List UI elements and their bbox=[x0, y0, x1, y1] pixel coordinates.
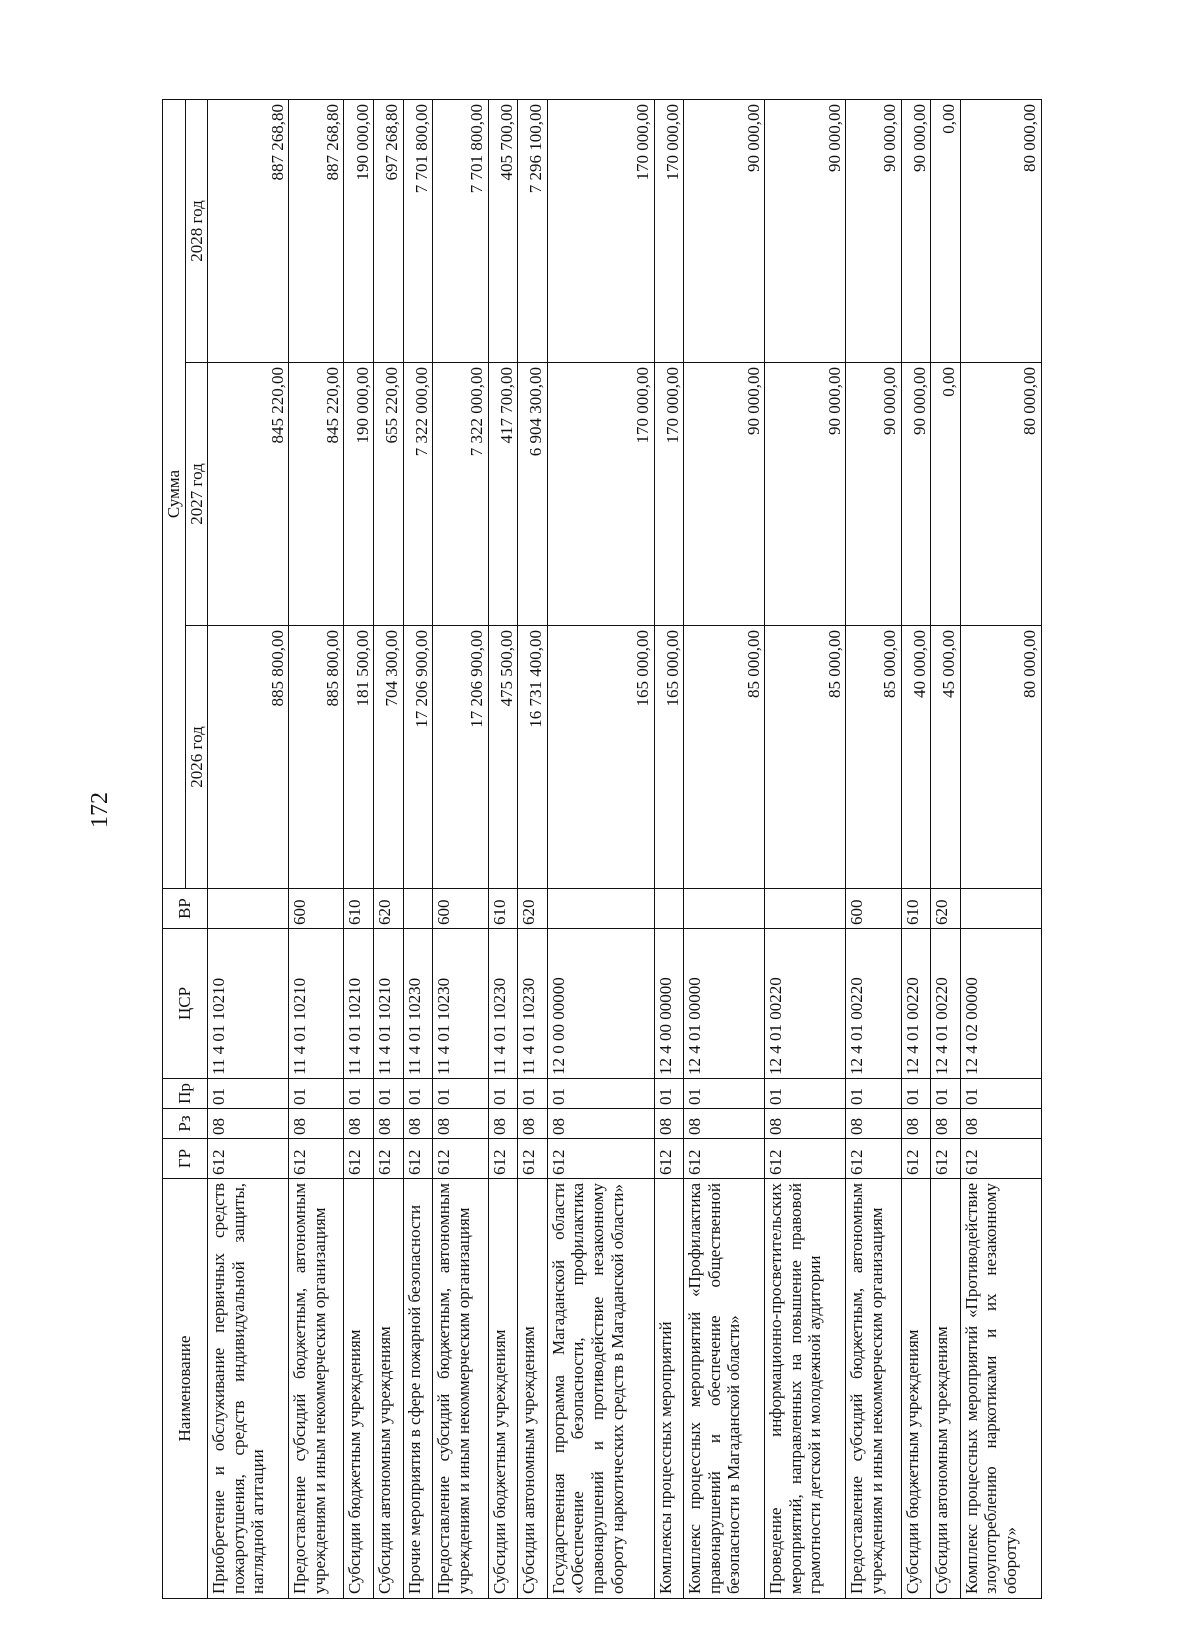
row-amount-2026: 80 000,00 bbox=[960, 626, 1041, 889]
row-csr: 11 4 01 10210 bbox=[208, 929, 289, 1079]
row-gr: 612 bbox=[846, 1139, 901, 1179]
header-2027: 2027 год bbox=[185, 363, 208, 626]
row-vr bbox=[547, 889, 654, 929]
row-name: Субсидии бюджетным учреждениям bbox=[488, 1179, 518, 1599]
row-name: Субсидии автономным учреждениям bbox=[931, 1179, 961, 1599]
row-pr: 01 bbox=[765, 1079, 846, 1109]
row-csr: 12 4 02 00000 bbox=[960, 929, 1041, 1079]
row-amount-2027: 90 000,00 bbox=[901, 363, 931, 626]
row-amount-2027: 417 700,00 bbox=[488, 363, 518, 626]
row-name: Приобретение и обслуживание первичных средств пожаротушения, средств индивидуальной защиты, наглядной агитации bbox=[208, 1179, 289, 1599]
row-vr: 600 bbox=[846, 889, 901, 929]
row-gr: 612 bbox=[901, 1139, 931, 1179]
row-pr: 01 bbox=[547, 1079, 654, 1109]
row-amount-2027: 90 000,00 bbox=[684, 363, 765, 626]
row-pr: 01 bbox=[654, 1079, 684, 1109]
row-rz: 08 bbox=[374, 1109, 404, 1139]
row-name: Проведение информационно-просветительских мероприятий, направленных на повышение правовой грамотности детской и молодежной аудитории bbox=[765, 1179, 846, 1599]
row-rz: 08 bbox=[518, 1109, 548, 1139]
row-amount-2026: 17 206 900,00 bbox=[403, 626, 433, 889]
row-rz: 08 bbox=[901, 1109, 931, 1139]
row-amount-2027: 170 000,00 bbox=[654, 363, 684, 626]
row-rz: 08 bbox=[931, 1109, 961, 1139]
row-vr bbox=[403, 889, 433, 929]
row-amount-2028: 7 296 100,00 bbox=[518, 100, 548, 363]
header-vr: ВР bbox=[163, 889, 208, 929]
row-vr bbox=[765, 889, 846, 929]
row-amount-2027: 90 000,00 bbox=[765, 363, 846, 626]
row-name: Государственная программа Магаданской области «Обеспечение безопасности, профилактика правонарушений и противодействие незаконному обороту наркотических средств в Магаданской области» bbox=[547, 1179, 654, 1599]
row-csr: 11 4 01 10230 bbox=[518, 929, 548, 1079]
row-pr: 01 bbox=[374, 1079, 404, 1109]
row-amount-2026: 181 500,00 bbox=[344, 626, 374, 889]
row-amount-2027: 190 000,00 bbox=[344, 363, 374, 626]
row-csr: 11 4 01 10210 bbox=[374, 929, 404, 1079]
row-amount-2028: 190 000,00 bbox=[344, 100, 374, 363]
row-pr: 01 bbox=[344, 1079, 374, 1109]
row-pr: 01 bbox=[208, 1079, 289, 1109]
table-row bbox=[654, 100, 684, 1599]
table-row bbox=[403, 100, 433, 1599]
row-vr: 610 bbox=[344, 889, 374, 929]
row-name: Комплексы процессных мероприятий bbox=[654, 1179, 684, 1599]
row-amount-2028: 80 000,00 bbox=[960, 100, 1041, 363]
row-amount-2026: 85 000,00 bbox=[846, 626, 901, 889]
row-pr: 01 bbox=[684, 1079, 765, 1109]
row-rz: 08 bbox=[488, 1109, 518, 1139]
table-row bbox=[433, 100, 488, 1599]
row-gr: 612 bbox=[960, 1139, 1041, 1179]
row-name: Субсидии бюджетным учреждениям bbox=[901, 1179, 931, 1599]
row-rz: 08 bbox=[208, 1109, 289, 1139]
row-rz: 08 bbox=[684, 1109, 765, 1139]
row-gr: 612 bbox=[344, 1139, 374, 1179]
table-row bbox=[846, 100, 901, 1599]
row-amount-2027: 655 220,00 bbox=[374, 363, 404, 626]
table-body bbox=[208, 100, 1042, 1599]
row-csr: 12 4 01 00000 bbox=[684, 929, 765, 1079]
row-name: Предоставление субсидий бюджетным, автономным учреждениям и иным некоммерческим организациям bbox=[846, 1179, 901, 1599]
row-rz: 08 bbox=[654, 1109, 684, 1139]
row-amount-2028: 887 268,80 bbox=[289, 100, 344, 363]
row-pr: 01 bbox=[289, 1079, 344, 1109]
header-2026: 2026 год bbox=[185, 626, 208, 889]
table-row bbox=[547, 100, 654, 1599]
row-pr: 01 bbox=[403, 1079, 433, 1109]
table-row bbox=[488, 100, 518, 1599]
row-gr: 612 bbox=[208, 1139, 289, 1179]
row-name: Комплекс процессных мероприятий «Профилактика правонарушений и обеспечение общественной безопасности в Магаданской области» bbox=[684, 1179, 765, 1599]
row-amount-2026: 165 000,00 bbox=[547, 626, 654, 889]
row-amount-2027: 845 220,00 bbox=[289, 363, 344, 626]
row-vr bbox=[960, 889, 1041, 929]
row-gr: 612 bbox=[931, 1139, 961, 1179]
row-amount-2028: 90 000,00 bbox=[901, 100, 931, 363]
row-rz: 08 bbox=[289, 1109, 344, 1139]
row-pr: 01 bbox=[960, 1079, 1041, 1109]
row-vr: 600 bbox=[433, 889, 488, 929]
row-vr bbox=[684, 889, 765, 929]
row-gr: 612 bbox=[433, 1139, 488, 1179]
row-csr: 11 4 01 10210 bbox=[289, 929, 344, 1079]
header-sum: Сумма bbox=[163, 100, 186, 889]
row-amount-2027: 6 904 300,00 bbox=[518, 363, 548, 626]
row-csr: 11 4 01 10230 bbox=[433, 929, 488, 1079]
row-amount-2026: 165 000,00 bbox=[654, 626, 684, 889]
row-vr: 620 bbox=[374, 889, 404, 929]
row-vr bbox=[208, 889, 289, 929]
row-gr: 612 bbox=[403, 1139, 433, 1179]
row-csr: 12 4 01 00220 bbox=[901, 929, 931, 1079]
row-vr: 610 bbox=[488, 889, 518, 929]
row-amount-2027: 0,00 bbox=[931, 363, 961, 626]
row-name: Предоставление субсидий бюджетным, автономным учреждениям и иным некоммерческим организациям bbox=[433, 1179, 488, 1599]
row-gr: 612 bbox=[765, 1139, 846, 1179]
row-gr: 612 bbox=[289, 1139, 344, 1179]
row-amount-2027: 7 322 000,00 bbox=[403, 363, 433, 626]
table-row bbox=[289, 100, 344, 1599]
header-pr: Пр bbox=[163, 1079, 208, 1109]
row-gr: 612 bbox=[654, 1139, 684, 1179]
row-amount-2028: 887 268,80 bbox=[208, 100, 289, 363]
table-row bbox=[684, 100, 765, 1599]
row-amount-2026: 885 800,00 bbox=[289, 626, 344, 889]
row-csr: 12 4 01 00220 bbox=[931, 929, 961, 1079]
header-2028: 2028 год bbox=[185, 100, 208, 363]
row-amount-2027: 80 000,00 bbox=[960, 363, 1041, 626]
table-row bbox=[960, 100, 1041, 1599]
row-rz: 08 bbox=[547, 1109, 654, 1139]
header-name: Наименование bbox=[163, 1179, 208, 1599]
row-amount-2026: 40 000,00 bbox=[901, 626, 931, 889]
row-amount-2026: 85 000,00 bbox=[684, 626, 765, 889]
header-csr: ЦСР bbox=[163, 929, 208, 1079]
row-csr: 12 0 00 00000 bbox=[547, 929, 654, 1079]
row-amount-2028: 7 701 800,00 bbox=[403, 100, 433, 363]
budget-table bbox=[162, 99, 1042, 1599]
row-amount-2026: 16 731 400,00 bbox=[518, 626, 548, 889]
row-gr: 612 bbox=[488, 1139, 518, 1179]
row-rz: 08 bbox=[960, 1109, 1041, 1139]
row-amount-2027: 170 000,00 bbox=[547, 363, 654, 626]
row-vr: 620 bbox=[931, 889, 961, 929]
table-row bbox=[518, 100, 548, 1599]
row-amount-2027: 90 000,00 bbox=[846, 363, 901, 626]
table-row bbox=[901, 100, 931, 1599]
row-amount-2028: 697 268,80 bbox=[374, 100, 404, 363]
row-gr: 612 bbox=[374, 1139, 404, 1179]
row-vr: 620 bbox=[518, 889, 548, 929]
row-vr: 610 bbox=[901, 889, 931, 929]
row-csr: 11 4 01 10230 bbox=[403, 929, 433, 1079]
page-number: 172 bbox=[87, 792, 113, 828]
row-pr: 01 bbox=[433, 1079, 488, 1109]
row-csr: 11 4 01 10210 bbox=[344, 929, 374, 1079]
row-amount-2026: 45 000,00 bbox=[931, 626, 961, 889]
row-pr: 01 bbox=[518, 1079, 548, 1109]
header-rz: Рз bbox=[163, 1109, 208, 1139]
row-name: Субсидии автономным учреждениям bbox=[374, 1179, 404, 1599]
row-gr: 612 bbox=[547, 1139, 654, 1179]
row-amount-2028: 90 000,00 bbox=[765, 100, 846, 363]
row-amount-2027: 7 322 000,00 bbox=[433, 363, 488, 626]
row-amount-2028: 90 000,00 bbox=[684, 100, 765, 363]
row-rz: 08 bbox=[433, 1109, 488, 1139]
rotated-table-container bbox=[162, 99, 1042, 1599]
row-amount-2026: 85 000,00 bbox=[765, 626, 846, 889]
row-rz: 08 bbox=[344, 1109, 374, 1139]
row-amount-2028: 170 000,00 bbox=[547, 100, 654, 363]
header-gr: ГР bbox=[163, 1139, 208, 1179]
row-amount-2028: 170 000,00 bbox=[654, 100, 684, 363]
row-rz: 08 bbox=[846, 1109, 901, 1139]
table-header bbox=[163, 100, 208, 1599]
row-pr: 01 bbox=[901, 1079, 931, 1109]
row-amount-2026: 704 300,00 bbox=[374, 626, 404, 889]
row-name: Предоставление субсидий бюджетным, автономным учреждениям и иным некоммерческим организациям bbox=[289, 1179, 344, 1599]
row-rz: 08 bbox=[403, 1109, 433, 1139]
row-amount-2027: 845 220,00 bbox=[208, 363, 289, 626]
row-pr: 01 bbox=[931, 1079, 961, 1109]
row-amount-2028: 405 700,00 bbox=[488, 100, 518, 363]
row-pr: 01 bbox=[488, 1079, 518, 1109]
table-row bbox=[765, 100, 846, 1599]
row-csr: 12 4 01 00220 bbox=[765, 929, 846, 1079]
row-amount-2026: 17 206 900,00 bbox=[433, 626, 488, 889]
row-gr: 612 bbox=[518, 1139, 548, 1179]
row-name: Субсидии автономным учреждениям bbox=[518, 1179, 548, 1599]
table-row bbox=[344, 100, 374, 1599]
table-row bbox=[374, 100, 404, 1599]
row-amount-2028: 7 701 800,00 bbox=[433, 100, 488, 363]
table-row bbox=[931, 100, 961, 1599]
row-amount-2026: 475 500,00 bbox=[488, 626, 518, 889]
row-vr: 600 bbox=[289, 889, 344, 929]
row-amount-2026: 885 800,00 bbox=[208, 626, 289, 889]
row-csr: 11 4 01 10230 bbox=[488, 929, 518, 1079]
row-csr: 12 4 01 00220 bbox=[846, 929, 901, 1079]
row-amount-2028: 90 000,00 bbox=[846, 100, 901, 363]
row-name: Комплекс процессных мероприятий «Противодействие злоупотреблению наркотиками и их незаконному обороту» bbox=[960, 1179, 1041, 1599]
row-gr: 612 bbox=[684, 1139, 765, 1179]
row-name: Прочие мероприятия в сфере пожарной безопасности bbox=[403, 1179, 433, 1599]
row-vr bbox=[654, 889, 684, 929]
row-csr: 12 4 00 00000 bbox=[654, 929, 684, 1079]
row-name: Субсидии бюджетным учреждениям bbox=[344, 1179, 374, 1599]
row-rz: 08 bbox=[765, 1109, 846, 1139]
row-pr: 01 bbox=[846, 1079, 901, 1109]
table-row bbox=[208, 100, 289, 1599]
row-amount-2028: 0,00 bbox=[931, 100, 961, 363]
